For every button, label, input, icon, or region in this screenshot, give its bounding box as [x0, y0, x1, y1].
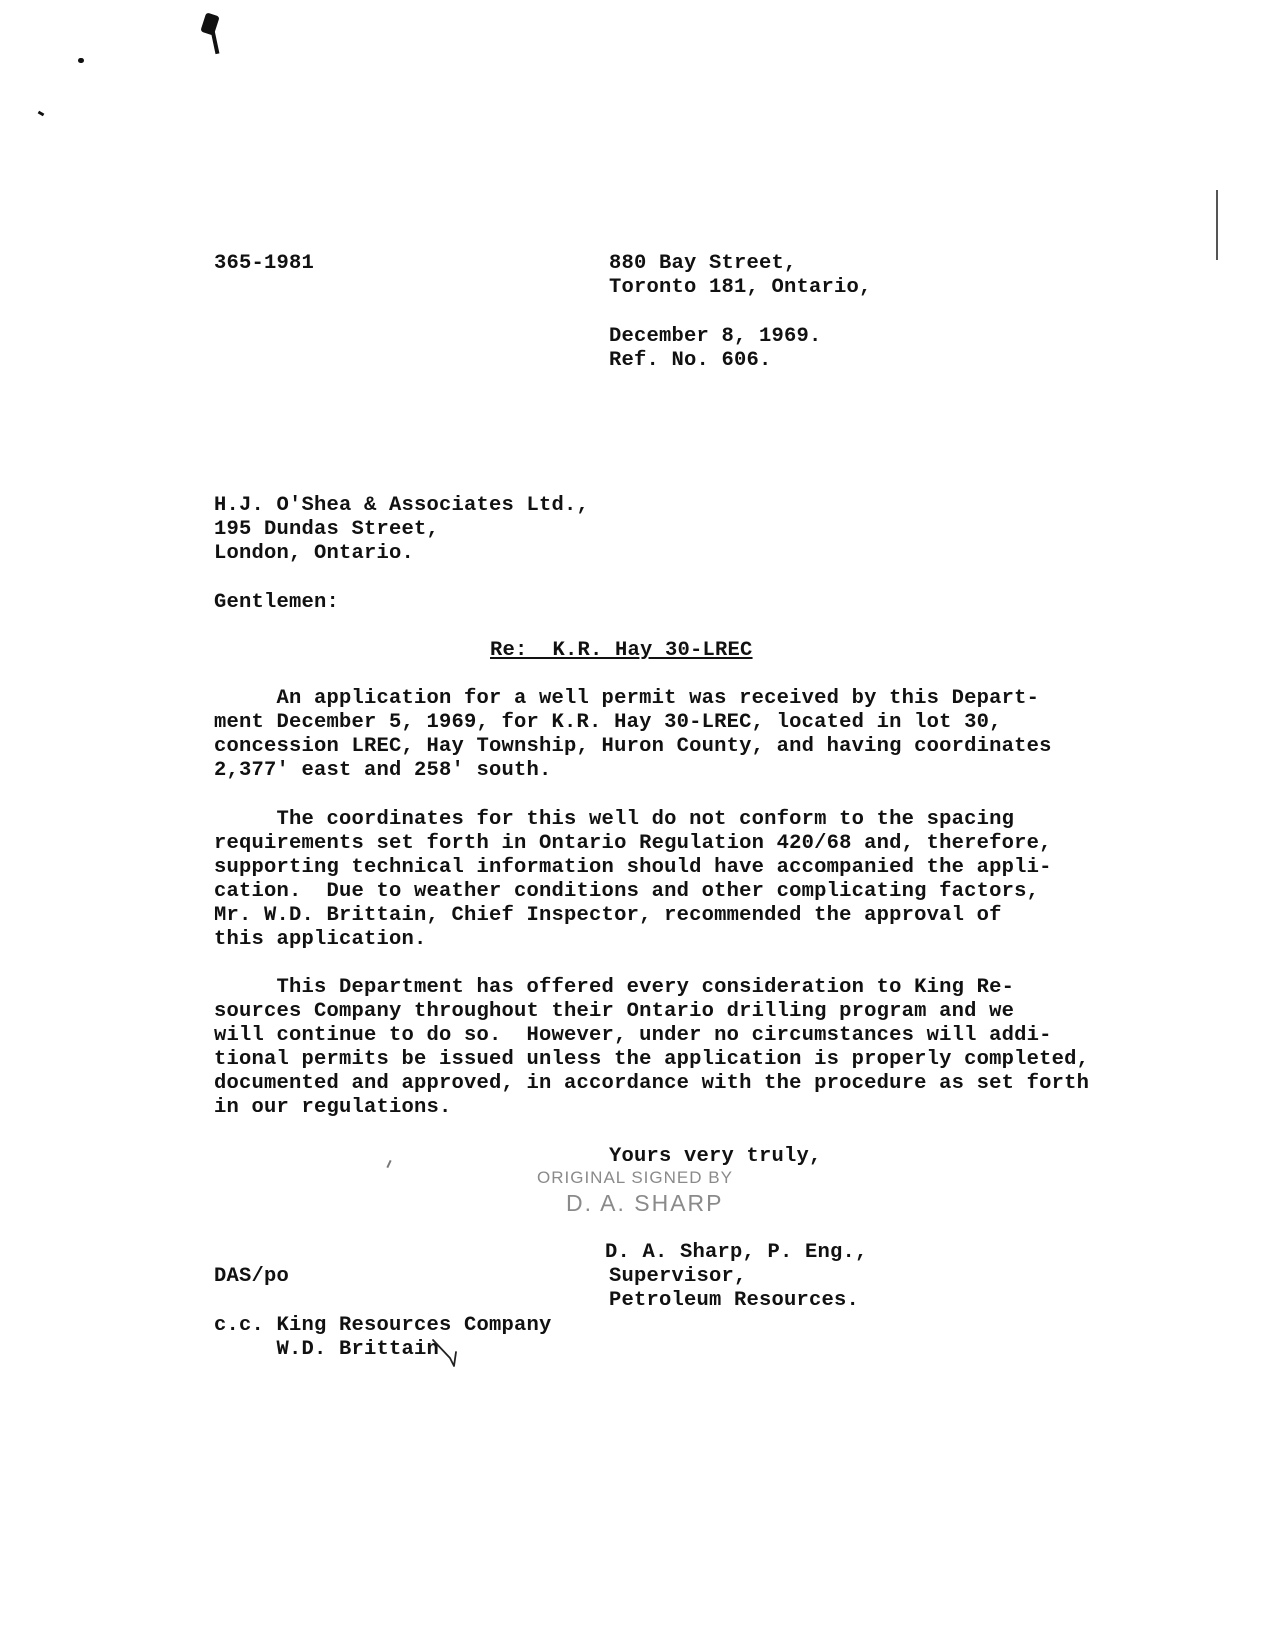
body-line: An application for a well permit was received by this Depart- — [214, 687, 1040, 710]
body-line: This Department has offered every consideration to King Re- — [214, 976, 1015, 999]
sender-address-line: Toronto 181, Ontario, — [609, 276, 872, 299]
signature-stamp-line: ORIGINAL SIGNED BY — [537, 1168, 733, 1187]
body-line: supporting technical information should have accompanied the appli- — [214, 856, 1052, 879]
salutation: Gentlemen: — [214, 591, 340, 614]
subject-line: Re: K.R. Hay 30-LREC — [490, 639, 753, 662]
check-mark-icon — [430, 1336, 464, 1370]
body-line: concession LREC, Hay Township, Huron County, and having coordinates — [214, 735, 1052, 758]
sender-address-line: 880 Bay Street, — [609, 252, 797, 275]
scan-mark — [1216, 190, 1218, 260]
recipient-line: London, Ontario. — [214, 542, 415, 565]
signer-line: Petroleum Resources. — [609, 1289, 860, 1312]
recipient-line: 195 Dundas Street, — [214, 518, 440, 541]
body-line: ment December 5, 1969, for K.R. Hay 30-LREC, located in lot 30, — [214, 711, 1002, 734]
cc-line: c.c. King Resources Company — [214, 1314, 552, 1337]
signer-line: D. A. Sharp, P. Eng., — [605, 1241, 868, 1264]
file-number: 365-1981 — [214, 252, 315, 275]
body-line: Mr. W.D. Brittain, Chief Inspector, recommended the approval of — [214, 904, 1002, 927]
closing: Yours very truly, — [609, 1145, 822, 1168]
body-line: this application. — [214, 928, 427, 951]
cc-line: W.D. Brittain — [214, 1338, 440, 1361]
letter-date: December 8, 1969. — [609, 325, 822, 348]
body-line: tional permits be issued unless the application is properly completed, — [214, 1048, 1090, 1071]
recipient-line: H.J. O'Shea & Associates Ltd., — [214, 494, 590, 517]
scan-mark — [38, 111, 45, 117]
body-line: sources Company throughout their Ontario drilling program and we — [214, 1000, 1015, 1023]
body-line: requirements set forth in Ontario Regulation 420/68 and, therefore, — [214, 832, 1052, 855]
scan-mark — [78, 58, 84, 63]
body-line: in our regulations. — [214, 1096, 452, 1119]
scan-mark — [211, 30, 220, 54]
body-line: will continue to do so. However, under no circumstances will addi- — [214, 1024, 1052, 1047]
body-line: documented and approved, in accordance with the procedure as set forth — [214, 1072, 1090, 1095]
body-line: 2,377' east and 258' south. — [214, 759, 552, 782]
reference-number: Ref. No. 606. — [609, 349, 772, 372]
body-line: The coordinates for this well do not conform to the spacing — [214, 808, 1015, 831]
typist-initials: DAS/po — [214, 1265, 290, 1288]
body-line: cation. Due to weather conditions and other complicating factors, — [214, 880, 1040, 903]
signer-line: Supervisor, — [609, 1265, 747, 1288]
scan-mark — [386, 1160, 391, 1168]
signature-stamp-name: D. A. SHARP — [566, 1190, 724, 1216]
